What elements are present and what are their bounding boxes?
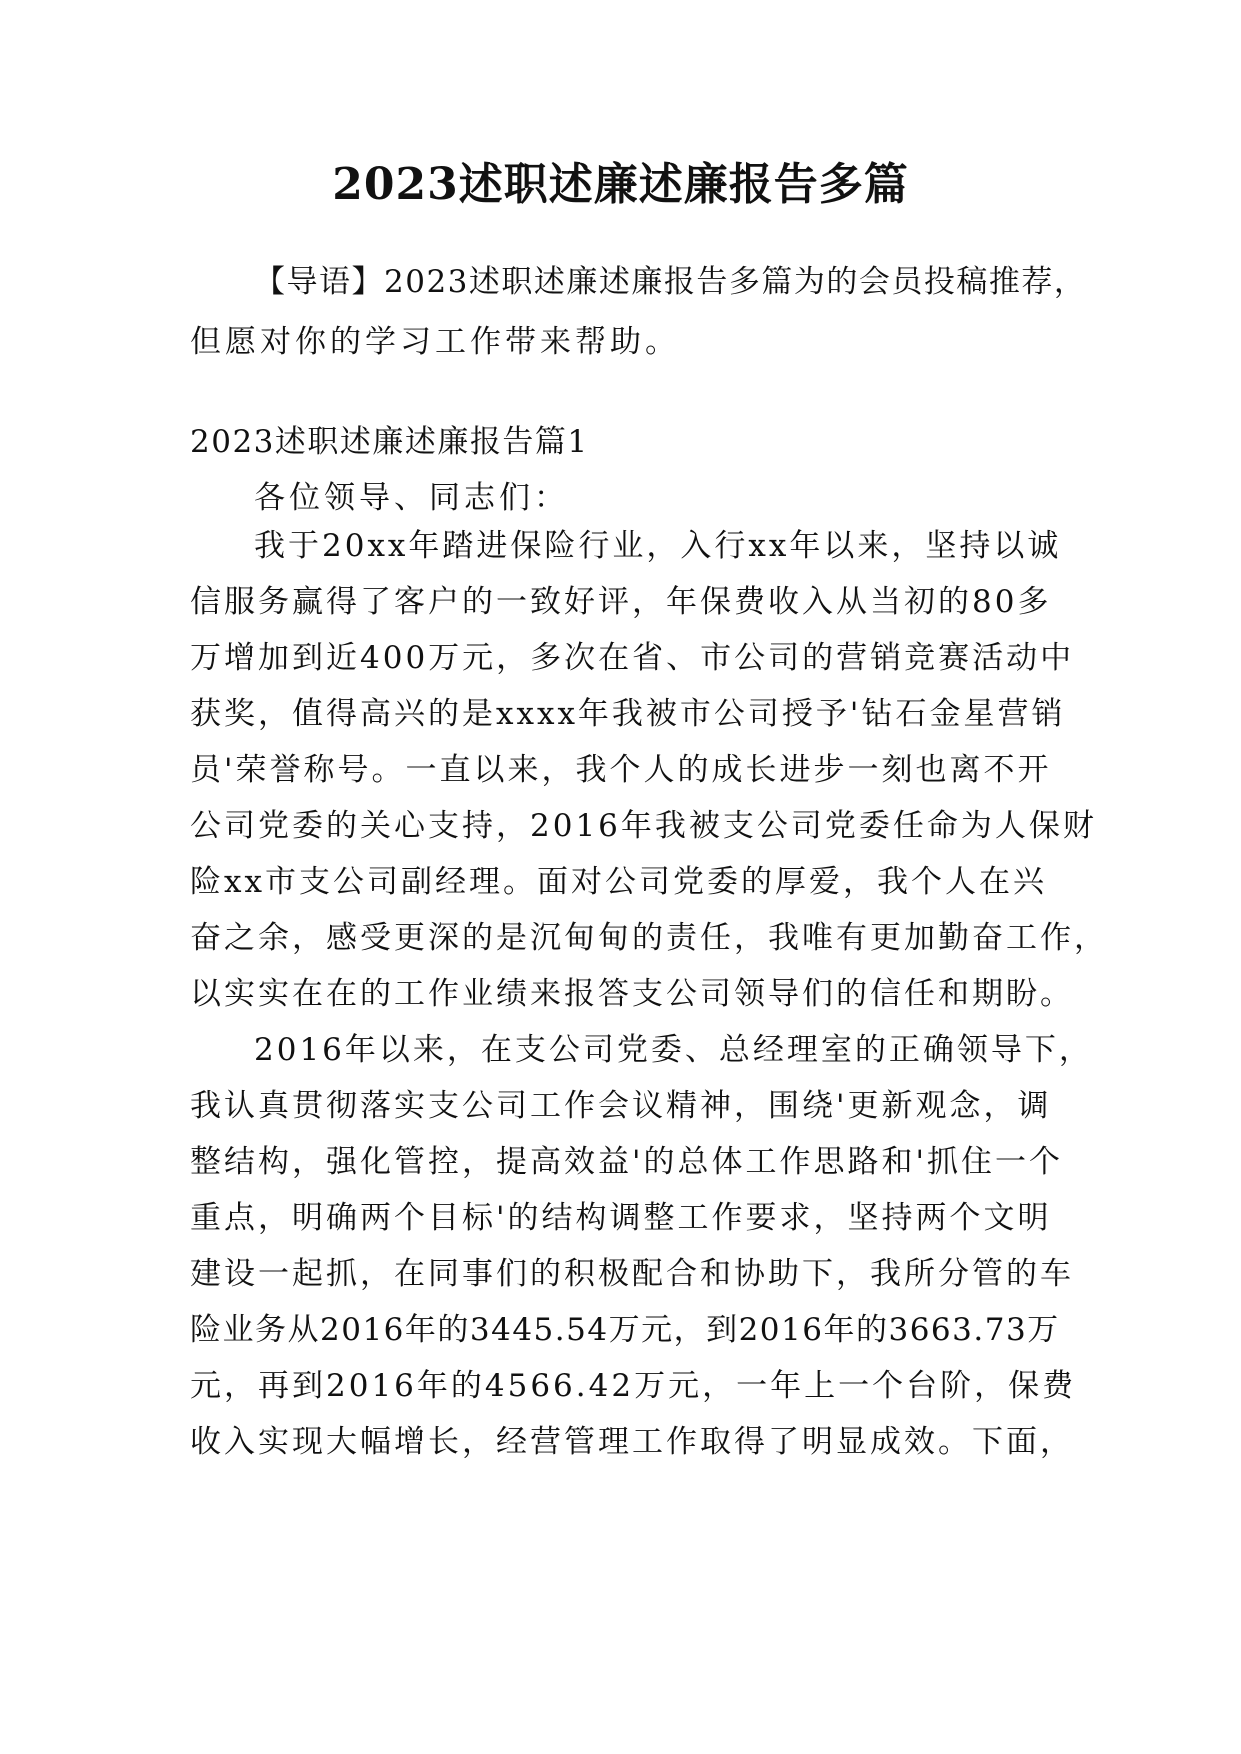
paragraph-line: 元，再到2016年的4566.42万元，一年上一个台阶，保费 <box>190 1368 1077 1404</box>
paragraph-line: 重点，明确两个目标'的结构调整工作要求，坚持两个文明 <box>190 1200 1052 1236</box>
paragraph-line: 险xx市支公司副经理。面对公司党委的厚爱，我个人在兴 <box>190 864 1047 900</box>
paragraph-line: 我于20xx年踏进保险行业，入行xx年以来，坚持以诚 <box>254 528 1062 564</box>
salutation: 各位领导、同志们： <box>254 480 569 516</box>
paragraph-line: 奋之余，感受更深的是沉甸甸的责任，我唯有更加勤奋工作， <box>190 920 1108 956</box>
paragraph-line: 收入实现大幅增长，经营管理工作取得了明显成效。下面， <box>190 1424 1074 1460</box>
paragraph-line: 公司党委的关心支持，2016年我被支公司党委任命为人保财 <box>190 808 1097 844</box>
paragraph-line: 2016年以来，在支公司党委、总经理室的正确领导下， <box>254 1032 1093 1068</box>
section-heading: 2023述职述廉述廉报告篇1 <box>190 424 589 460</box>
paragraph-line: 整结构，强化管控，提高效益'的总体工作思路和'抓住一个 <box>190 1144 1064 1180</box>
document-title: 2023述职述廉述廉报告多篇 <box>332 159 909 210</box>
intro-line-2: 但愿对你的学习工作带来帮助。 <box>190 324 680 360</box>
paragraph-line: 我认真贯彻落实支公司工作会议精神，围绕'更新观念，调 <box>190 1088 1052 1124</box>
paragraph-line: 获奖，值得高兴的是xxxx年我被市公司授予'钻石金星营销 <box>190 696 1066 732</box>
paragraph-line: 万增加到近400万元，多次在省、市公司的营销竞赛活动中 <box>190 640 1075 676</box>
paragraph-line: 员'荣誉称号。一直以来，我个人的成长进步一刻也离不开 <box>190 752 1052 788</box>
intro-line-1: 【导语】2023述职述廉述廉报告多篇为的会员投稿推荐， <box>254 264 1087 300</box>
paragraph-line: 险业务从2016年的3445.54万元，到2016年的3663.73万 <box>190 1312 1060 1348</box>
paragraph-line: 建设一起抓，在同事们的积极配合和协助下，我所分管的车 <box>190 1256 1074 1292</box>
paragraph-line: 以实实在在的工作业绩来报答支公司领导们的信任和期盼。 <box>190 976 1074 1012</box>
paragraph-line: 信服务赢得了客户的一致好评，年保费收入从当初的80多 <box>190 584 1052 620</box>
